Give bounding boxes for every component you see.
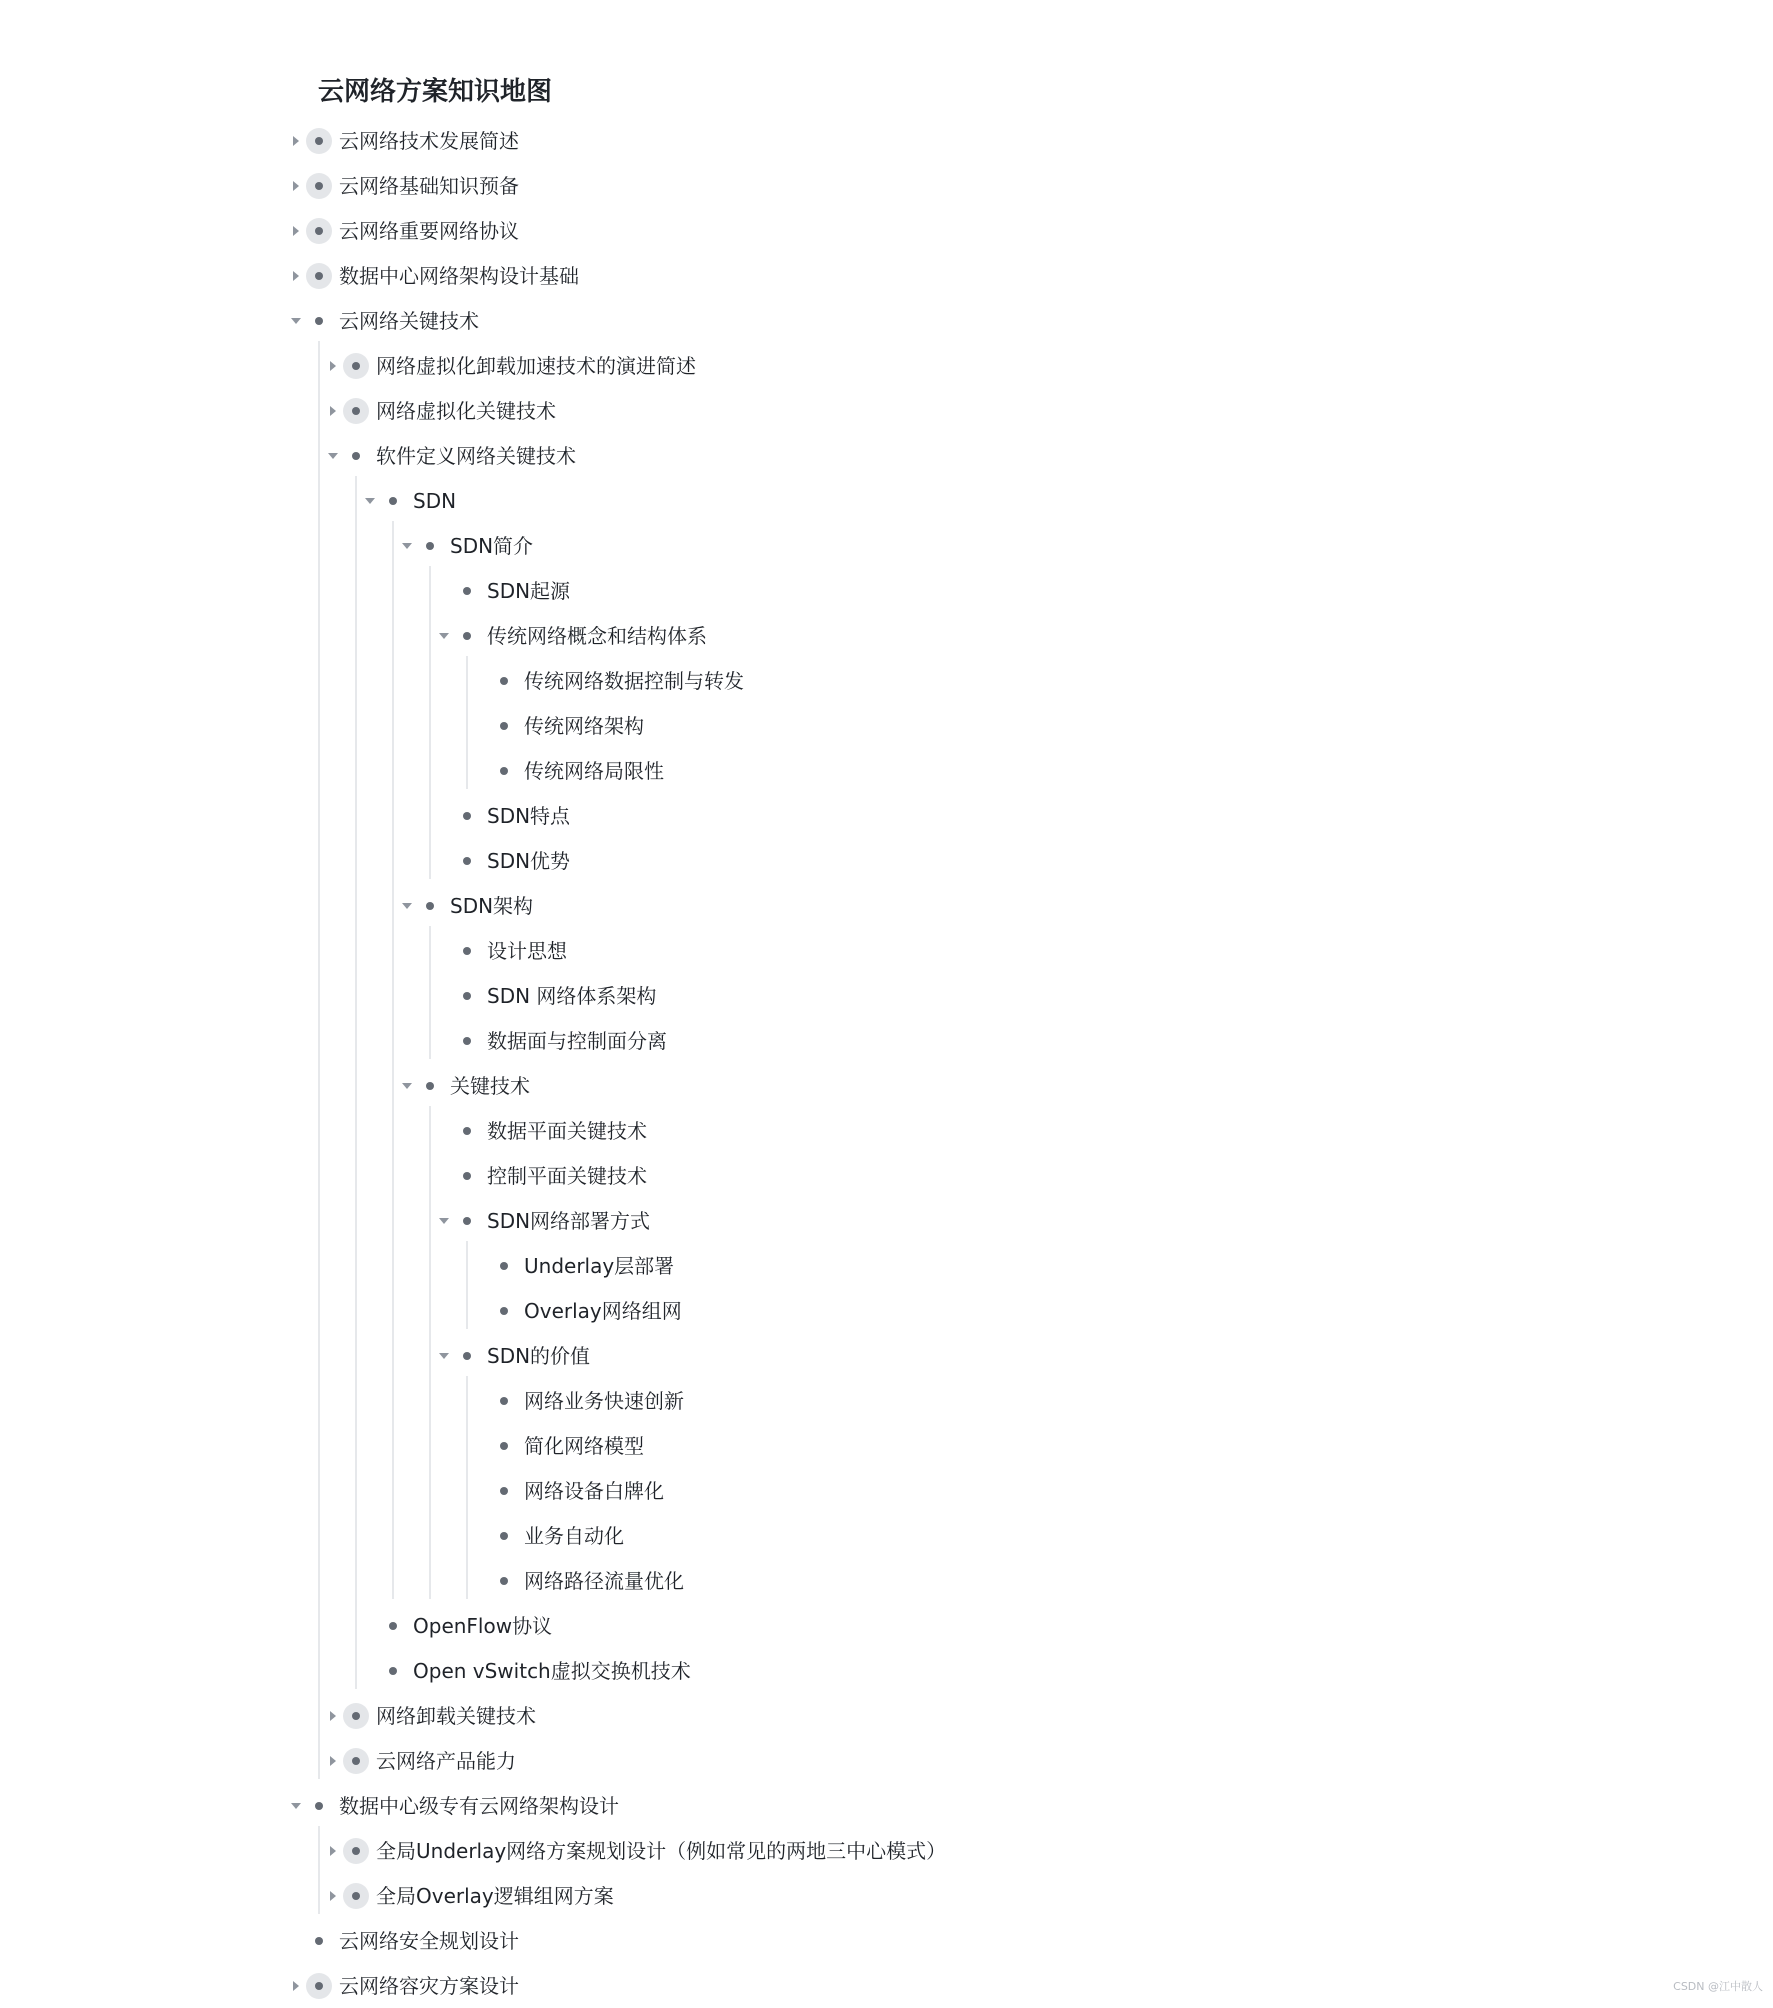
bullet-icon[interactable] (306, 1928, 332, 1954)
outline-item-label[interactable]: 云网络关键技术 (339, 309, 479, 333)
outline-item-label[interactable]: 网络虚拟化关键技术 (376, 399, 556, 423)
outline-item-label[interactable]: 设计思想 (487, 939, 567, 963)
bullet-icon[interactable] (454, 938, 480, 964)
outline-item[interactable] (0, 1739, 1000, 1783)
bullet-icon[interactable] (417, 893, 443, 919)
outline-item-label[interactable]: 网络虚拟化卸载加速技术的演进简述 (376, 354, 696, 378)
outline-item[interactable] (0, 1154, 1000, 1198)
outline-item[interactable] (0, 1604, 1000, 1648)
bullet-icon[interactable] (454, 578, 480, 604)
collapse-arrow-icon[interactable] (324, 447, 342, 465)
outline-item[interactable] (0, 1469, 1000, 1513)
outline-item[interactable] (0, 974, 1000, 1018)
outline-item-label[interactable]: 控制平面关键技术 (487, 1164, 647, 1188)
bullet-icon[interactable] (491, 713, 517, 739)
outline-item-label[interactable]: 全局Underlay网络方案规划设计（例如常见的两地三中心模式） (376, 1839, 947, 1863)
outline-item-label[interactable]: SDN起源 (487, 579, 571, 603)
outline-item-label[interactable]: SDN的价值 (487, 1344, 591, 1368)
outline-item-label[interactable]: SDN特点 (487, 804, 571, 828)
outline-item-label[interactable]: 业务自动化 (524, 1524, 624, 1548)
outline-item-label[interactable]: 全局Overlay逻辑组网方案 (376, 1884, 614, 1908)
collapse-arrow-icon[interactable] (435, 627, 453, 645)
outline-item[interactable] (0, 1424, 1000, 1468)
outline-guide-line (318, 1826, 320, 1914)
bullet-icon[interactable] (454, 1163, 480, 1189)
bullet-icon[interactable] (454, 1343, 480, 1369)
outline-item-label[interactable]: Overlay网络组网 (524, 1299, 682, 1323)
bullet-icon[interactable] (491, 1298, 517, 1324)
outline-item[interactable] (0, 1019, 1000, 1063)
outline-item-label[interactable]: 传统网络局限性 (524, 759, 664, 783)
outline-item-label[interactable]: 简化网络模型 (524, 1434, 644, 1458)
collapse-arrow-icon[interactable] (435, 1347, 453, 1365)
expand-arrow-icon[interactable] (324, 1707, 342, 1725)
outline-item-label[interactable]: 云网络产品能力 (376, 1749, 516, 1773)
outline-item-label[interactable]: SDN架构 (450, 894, 534, 918)
outline-item[interactable] (0, 1064, 1000, 1108)
bullet-icon[interactable] (491, 1523, 517, 1549)
expand-arrow-icon[interactable] (287, 267, 305, 285)
bullet-icon[interactable] (491, 1433, 517, 1459)
expand-arrow-icon[interactable] (324, 402, 342, 420)
bullet-icon[interactable] (343, 1703, 369, 1729)
outline-guide-line (429, 926, 431, 1059)
expand-arrow-icon[interactable] (287, 177, 305, 195)
outline-item[interactable] (0, 1694, 1000, 1738)
outline-item-label[interactable]: 网络业务快速创新 (524, 1389, 684, 1413)
outline-item-label[interactable]: 云网络重要网络协议 (339, 219, 519, 243)
outline-item[interactable] (0, 434, 1000, 478)
bullet-icon[interactable] (491, 758, 517, 784)
outline-item[interactable] (0, 1829, 1000, 1873)
outline-item-label[interactable]: 数据中心网络架构设计基础 (339, 264, 579, 288)
bullet-icon[interactable] (454, 1118, 480, 1144)
bullet-icon[interactable] (491, 1388, 517, 1414)
bullet-icon[interactable] (343, 1883, 369, 1909)
collapse-arrow-icon[interactable] (435, 1212, 453, 1230)
outline-item[interactable] (0, 389, 1000, 433)
outline-item[interactable] (0, 704, 1000, 748)
bullet-icon[interactable] (380, 1658, 406, 1684)
bullet-icon[interactable] (454, 803, 480, 829)
outline-item[interactable] (0, 569, 1000, 613)
bullet-icon[interactable] (454, 623, 480, 649)
collapse-arrow-icon[interactable] (398, 537, 416, 555)
outline-guide-line (466, 656, 468, 789)
bullet-icon[interactable] (343, 1748, 369, 1774)
outline-item[interactable] (0, 1379, 1000, 1423)
bullet-icon[interactable] (306, 218, 332, 244)
outline-item[interactable] (0, 1964, 1000, 2008)
outline-item[interactable] (0, 1109, 1000, 1153)
outline-item[interactable] (0, 164, 1000, 208)
outline-item-label[interactable]: 云网络安全规划设计 (339, 1929, 519, 1953)
outline-item[interactable] (0, 929, 1000, 973)
expand-arrow-icon[interactable] (324, 1887, 342, 1905)
outline-item-label[interactable]: Open vSwitch虚拟交换机技术 (413, 1659, 691, 1683)
outline-item[interactable] (0, 1334, 1000, 1378)
bullet-icon[interactable] (343, 1838, 369, 1864)
expand-arrow-icon[interactable] (324, 357, 342, 375)
outline-guide-line (392, 521, 394, 1599)
bullet-icon[interactable] (454, 1208, 480, 1234)
bullet-icon[interactable] (454, 1028, 480, 1054)
outline-item[interactable] (0, 1874, 1000, 1918)
outline-item[interactable] (0, 1289, 1000, 1333)
outline-item-label[interactable]: 云网络基础知识预备 (339, 174, 519, 198)
outline-item[interactable] (0, 524, 1000, 568)
collapse-arrow-icon[interactable] (398, 897, 416, 915)
outline-guide-line (466, 1241, 468, 1329)
collapse-arrow-icon[interactable] (287, 312, 305, 330)
outline-item[interactable] (0, 1784, 1000, 1828)
bullet-icon[interactable] (343, 443, 369, 469)
bullet-icon[interactable] (417, 1073, 443, 1099)
bullet-icon[interactable] (491, 668, 517, 694)
outline-item-label[interactable]: 网络设备白牌化 (524, 1479, 664, 1503)
outline-item[interactable] (0, 254, 1000, 298)
outline-item-label[interactable]: 传统网络数据控制与转发 (524, 669, 744, 693)
outline-item[interactable] (0, 794, 1000, 838)
outline-guide-line (429, 1106, 431, 1599)
outline-item[interactable] (0, 344, 1000, 388)
expand-arrow-icon[interactable] (324, 1842, 342, 1860)
outline-item-label[interactable]: 云网络技术发展简述 (339, 129, 519, 153)
bullet-icon[interactable] (306, 263, 332, 289)
collapse-arrow-icon[interactable] (398, 1077, 416, 1095)
document-title: 云网络方案知识地图 (318, 77, 553, 107)
bullet-icon[interactable] (306, 1793, 332, 1819)
outline-guide-line (429, 566, 431, 879)
outline-item-label[interactable]: 网络路径流量优化 (524, 1569, 684, 1593)
outline-item-label[interactable]: 云网络容灾方案设计 (339, 1974, 519, 1998)
outline-item-label[interactable]: 传统网络架构 (524, 714, 644, 738)
bullet-icon[interactable] (491, 1568, 517, 1594)
outline-item-label[interactable]: SDN网络部署方式 (487, 1209, 651, 1233)
outline-item[interactable] (0, 1244, 1000, 1288)
watermark: CSDN @江中散人 (1673, 1980, 1763, 1993)
expand-arrow-icon[interactable] (287, 132, 305, 150)
bullet-icon[interactable] (306, 1973, 332, 1999)
outline-item-label[interactable]: OpenFlow协议 (413, 1614, 553, 1638)
outline-item[interactable] (0, 614, 1000, 658)
bullet-icon[interactable] (306, 308, 332, 334)
outline-item[interactable] (0, 119, 1000, 163)
outline-guide-line (466, 1376, 468, 1599)
outline-item-label[interactable]: 软件定义网络关键技术 (376, 444, 576, 468)
bullet-icon[interactable] (306, 128, 332, 154)
bullet-icon[interactable] (454, 848, 480, 874)
bullet-icon[interactable] (343, 353, 369, 379)
outline-item-label[interactable]: 数据面与控制面分离 (487, 1029, 667, 1053)
bullet-icon[interactable] (491, 1253, 517, 1279)
expand-arrow-icon[interactable] (287, 1977, 305, 1995)
bullet-icon[interactable] (491, 1478, 517, 1504)
bullet-icon[interactable] (306, 173, 332, 199)
outline-item[interactable] (0, 749, 1000, 793)
bullet-icon[interactable] (454, 983, 480, 1009)
outline-item[interactable] (0, 884, 1000, 928)
expand-arrow-icon[interactable] (287, 222, 305, 240)
bullet-icon[interactable] (343, 398, 369, 424)
outline-item-label[interactable]: 数据平面关键技术 (487, 1119, 647, 1143)
outline-item-label[interactable]: 关键技术 (450, 1074, 530, 1098)
outline-guide-line (318, 341, 320, 1779)
outline-item[interactable] (0, 659, 1000, 703)
outline-item[interactable] (0, 479, 1000, 523)
outline-item-label[interactable]: SDN简介 (450, 534, 534, 558)
outline-item-label[interactable]: SDN (413, 489, 457, 513)
outline-item[interactable] (0, 1649, 1000, 1693)
bullet-icon[interactable] (380, 1613, 406, 1639)
collapse-arrow-icon[interactable] (287, 1797, 305, 1815)
outline-item[interactable] (0, 1559, 1000, 1603)
outline-item-label[interactable]: 传统网络概念和结构体系 (487, 624, 707, 648)
outline-item-label[interactable]: SDN优势 (487, 849, 571, 873)
collapse-arrow-icon[interactable] (361, 492, 379, 510)
outline-item[interactable] (0, 839, 1000, 883)
outline-item[interactable] (0, 209, 1000, 253)
outline-item[interactable] (0, 1919, 1000, 1963)
bullet-icon[interactable] (417, 533, 443, 559)
outline-item-label[interactable]: 网络卸载关键技术 (376, 1704, 536, 1728)
outline-item-label[interactable]: 数据中心级专有云网络架构设计 (339, 1794, 619, 1818)
outline-item[interactable] (0, 1199, 1000, 1243)
outline-item[interactable] (0, 1514, 1000, 1558)
outline-item-label[interactable]: SDN 网络体系架构 (487, 984, 657, 1008)
outline-item[interactable] (0, 299, 1000, 343)
outline-item-label[interactable]: Underlay层部署 (524, 1254, 675, 1278)
outline-guide-line (355, 476, 357, 1689)
bullet-icon[interactable] (380, 488, 406, 514)
expand-arrow-icon[interactable] (324, 1752, 342, 1770)
